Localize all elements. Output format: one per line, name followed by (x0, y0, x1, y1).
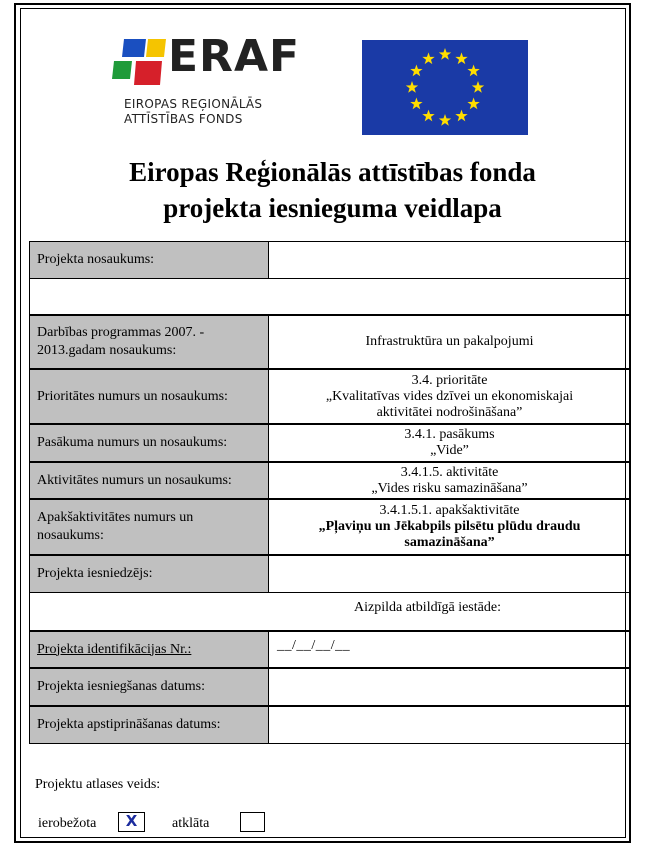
activity-line1: 3.4.1.5. aktivitāte (400, 464, 499, 480)
eraf-subtitle-line1: EIROPAS REĢIONĀLĀS (124, 97, 263, 111)
measure-line1: 3.4.1. pasākums (404, 427, 495, 442)
subactivity-label: Apakšaktivitātes numurs un nosaukums: (29, 499, 269, 555)
priority-line2: „Kvalitatīvas vides dzīvei un ekonomiskajai (325, 388, 574, 404)
spacer-row (29, 279, 631, 314)
applicant-label: Projekta iesniedzējs: (29, 555, 269, 593)
option-open-checkbox[interactable] (240, 812, 265, 832)
eraf-wordmark: ERAF (168, 31, 301, 82)
title-line2: projekta iesnieguma veidlapa (163, 193, 502, 223)
priority-label: Prioritātes numurs un nosaukums: (29, 369, 269, 424)
id-field[interactable] (269, 631, 631, 668)
page-title (20, 154, 645, 226)
measure-label: Pasākuma numurs un nosaukums: (29, 424, 269, 462)
measure-line2: „Vide” (430, 443, 469, 458)
title-line1: Eiropas Reģionālās attīstības fonda (129, 157, 536, 187)
eraf-squares-icon (110, 37, 168, 87)
approve-date-label: Projekta apstiprināšanas datums: (29, 706, 269, 744)
row-project-name (29, 241, 631, 279)
row-priority (29, 369, 631, 424)
note-row (29, 593, 631, 630)
row-subactivity (29, 499, 631, 555)
row-program (29, 314, 631, 369)
program-label: Darbības programmas 2007. - 2013.gadam nosaukums: (29, 315, 269, 369)
activity-line2: „Vides risku samazināšana” (371, 480, 528, 496)
program-value-text: Infrastruktūra un pakalpojumi (365, 334, 534, 349)
row-id (29, 630, 631, 668)
option-open-label: atklāta (172, 816, 210, 831)
row-measure (29, 424, 631, 462)
row-applicant (29, 555, 631, 593)
id-label-text: Projekta identifikācijas Nr.: (37, 641, 192, 657)
submit-date-field[interactable] (269, 668, 631, 706)
row-approve-date (29, 706, 631, 744)
eraf-subtitle (124, 97, 262, 127)
row-activity (29, 462, 631, 499)
id-placeholder: __/__/__/__ (277, 638, 351, 653)
eraf-logo (110, 31, 301, 137)
project-name-field[interactable] (269, 241, 631, 279)
submit-date-label: Projekta iesniegšanas datums: (29, 668, 269, 706)
option-restricted-label: ierobežota (38, 816, 97, 831)
applicant-field[interactable] (269, 555, 631, 593)
subactivity-value (269, 499, 631, 555)
priority-line1: 3.4. prioritāte (411, 372, 488, 388)
activity-value (269, 462, 631, 499)
selection-type-label: Projektu atlases veids: (35, 777, 161, 792)
approve-date-field[interactable] (269, 706, 631, 744)
responsible-note: Aizpilda atbildīgā iestāde: (354, 600, 501, 615)
priority-line3: aktivitātei nodrošināšana” (376, 404, 523, 420)
eraf-subtitle-line2: ATTĪSTĪBAS FONDS (124, 112, 243, 126)
subactivity-line1: 3.4.1.5.1. apakšaktivitāte (379, 503, 520, 518)
id-label (29, 631, 269, 668)
subactivity-line2: „Pļaviņu un Jēkabpils pilsētu plūdu draudu (318, 519, 581, 534)
project-name-label: Projekta nosaukums: (29, 241, 269, 279)
eu-flag-icon (362, 40, 528, 135)
subactivity-line3: samazināšana” (404, 535, 495, 550)
activity-label: Aktivitātes numurs un nosaukums: (29, 462, 269, 499)
program-value (269, 315, 631, 369)
row-submit-date (29, 668, 631, 706)
priority-value (269, 369, 631, 424)
measure-value (269, 424, 631, 462)
option-restricted-checkbox[interactable]: X (118, 812, 145, 832)
